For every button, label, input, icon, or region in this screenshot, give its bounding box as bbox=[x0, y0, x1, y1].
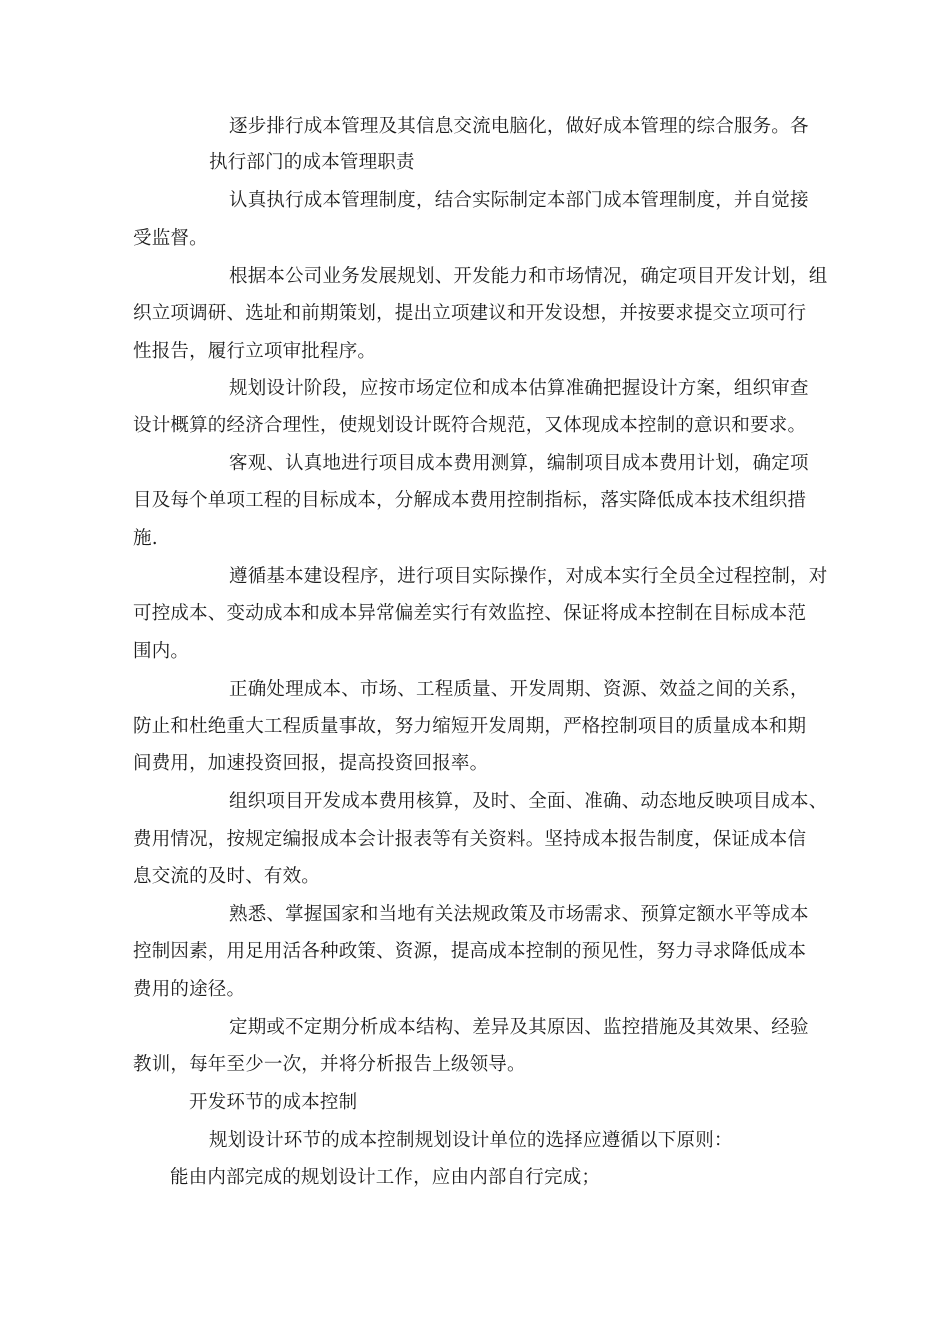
text-line: 规划设计阶段，应按市场定位和成本估算准确把握设计方案，组织审查 bbox=[229, 378, 809, 399]
text-line: 定期或不定期分析成本结构、差异及其原因、监控措施及其效果、经验 bbox=[229, 1017, 809, 1038]
section-heading: 开发环节的成本控制 bbox=[189, 1092, 358, 1113]
text-line: 组织项目开发成本费用核算，及时、全面、准确、动态地反映项目成本、 bbox=[229, 791, 828, 812]
text-line: 根据本公司业务发展规划、开发能力和市场情况，确定项目开发计划，组 bbox=[229, 266, 828, 287]
section-heading: 执行部门的成本管理职责 bbox=[209, 152, 415, 173]
text-line: 性报告，履行立项审批程序。 bbox=[133, 341, 377, 362]
text-line: 可控成本、变动成本和成本异常偏差实行有效监控、保证将成本控制在目标成本范 bbox=[133, 603, 807, 624]
text-line: 逐步排行成本管理及其信息交流电脑化，做好成本管理的综合服务。各 bbox=[229, 116, 809, 137]
text-line: 围内。 bbox=[133, 641, 190, 662]
text-line: 客观、认真地进行项目成本费用测算，编制项目成本费用计划，确定项 bbox=[229, 453, 809, 474]
text-line: 规划设计环节的成本控制规划设计单位的选择应遵循以下原则： bbox=[209, 1130, 733, 1151]
text-line: 目及每个单项工程的目标成本，分解成本费用控制指标，落实降低成本技术组织措 bbox=[133, 490, 807, 511]
text-line: 控制因素，用足用活各种政策、资源，提高成本控制的预见性，努力寻求降低成本 bbox=[133, 941, 807, 962]
text-line: 费用情况，按规定编报成本会计报表等有关资料。坚持成本报告制度，保证成本信 bbox=[133, 829, 807, 850]
text-line: 费用的途径。 bbox=[133, 979, 246, 1000]
text-line: 熟悉、掌握国家和当地有关法规政策及市场需求、预算定额水平等成本 bbox=[229, 904, 809, 925]
text-line: 遵循基本建设程序，进行项目实际操作，对成本实行全员全过程控制，对 bbox=[229, 566, 828, 587]
text-line: 织立项调研、选址和前期策划，提出立项建议和开发设想，并按要求提交立项可行 bbox=[133, 303, 807, 324]
text-line: 能由内部完成的规划设计工作，应由内部自行完成； bbox=[170, 1167, 601, 1188]
text-line: 息交流的及时、有效。 bbox=[133, 866, 321, 887]
text-line: 设计概算的经济合理性，使规划设计既符合规范，又体现成本控制的意识和要求。 bbox=[133, 415, 807, 436]
text-line: 正确处理成本、市场、工程质量、开发周期、资源、效益之间的关系， bbox=[229, 679, 809, 700]
text-line: 施. bbox=[133, 528, 158, 549]
text-line: 受监督。 bbox=[133, 228, 208, 249]
text-line: 防止和杜绝重大工程质量事故，努力缩短开发周期，严格控制项目的质量成本和期 bbox=[133, 716, 807, 737]
text-line: 间费用，加速投资回报，提高投资回报率。 bbox=[133, 753, 489, 774]
text-line: 教训，每年至少一次，并将分析报告上级领导。 bbox=[133, 1054, 526, 1075]
text-line: 认真执行成本管理制度，结合实际制定本部门成本管理制度，并自觉接 bbox=[229, 190, 809, 211]
